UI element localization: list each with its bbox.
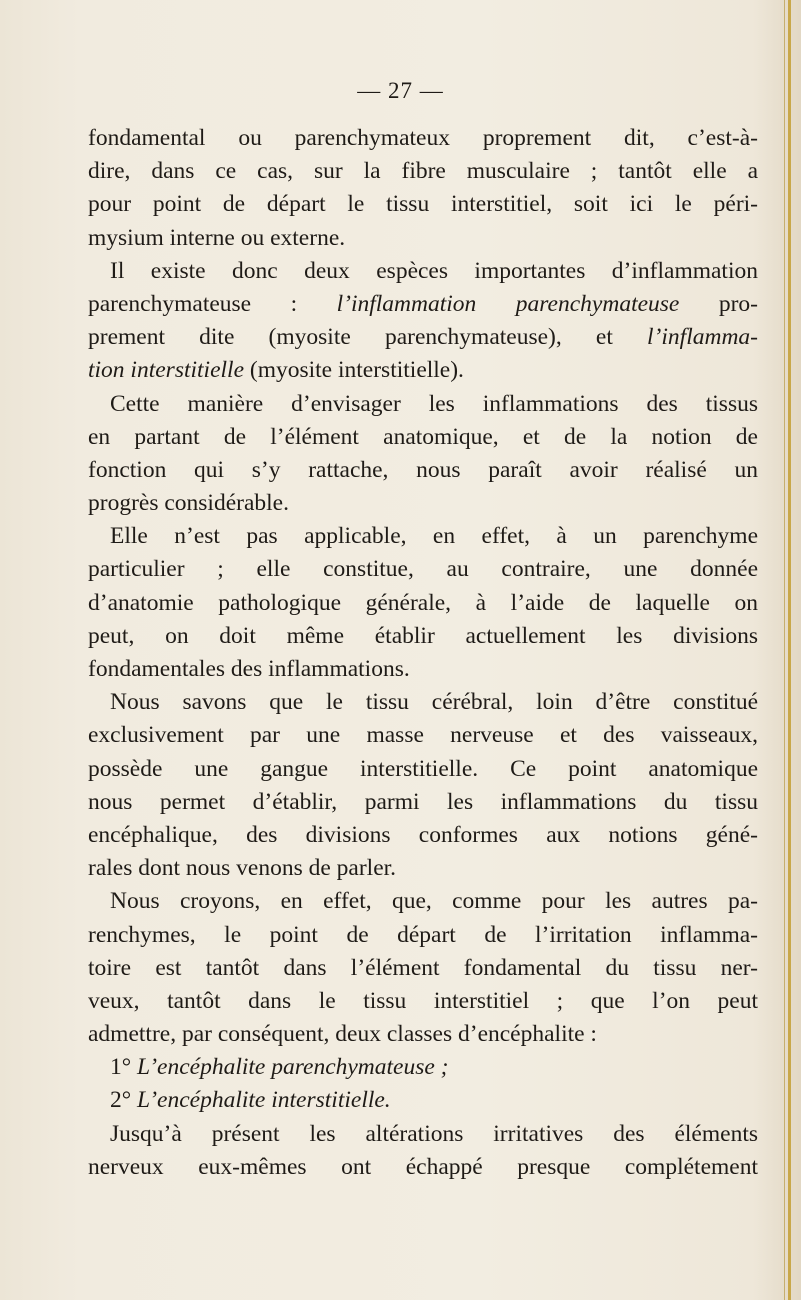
text-line: admettre, par conséquent, deux classes d’encéphalite : [88, 1021, 597, 1048]
text-line: d’anatomie pathologique générale, à l’aide de laquelle on [88, 589, 758, 616]
text-segment: (myosite interstitielle). [244, 357, 464, 384]
page-edge-gilt [788, 0, 791, 1300]
text-line: particulier ; elle constitue, au contraire, une donnée [88, 556, 758, 583]
text-segment: pro- [679, 290, 758, 317]
body-text [88, 122, 758, 1184]
text-line: fonction qui s’y rattache, nous paraît avoir réalisé un [88, 456, 758, 483]
text-line: renchymes, le point de départ de l’irritation inflamma- [88, 921, 758, 948]
text-line [88, 288, 758, 321]
text-line: Nous savons que le tissu cérébral, loin d’être constitué [110, 689, 758, 716]
text-line: mysium interne ou externe. [88, 224, 346, 251]
list-item [88, 1084, 758, 1117]
page-edge-shadow [784, 0, 785, 1300]
list-item-text: L’encéphalite parenchymateuse ; [137, 1054, 449, 1081]
italic-term: l’inflamma- [647, 324, 758, 351]
text-line: fondamentales des inflammations. [88, 656, 410, 682]
list-item [88, 1051, 758, 1084]
list-item-number: 1° [110, 1054, 132, 1081]
text-line: Cette manière d’envisager les inflammations des tissus [110, 390, 758, 417]
text-line: veux, tantôt dans le tissu interstitiel ; que l’on peut [88, 987, 758, 1014]
list-item-number: 2° [110, 1087, 132, 1114]
text-line: en partant de l’élément anatomique, et de la notion de [88, 423, 758, 450]
text-line: rales dont nous venons de parler. [88, 855, 397, 882]
list-item-text: L’encéphalite interstitielle. [137, 1087, 391, 1114]
text-line: Il existe donc deux espèces importantes d’inflammation [110, 257, 758, 284]
text-line: progrès considérable. [88, 490, 289, 517]
text-line: toire est tantôt dans l’élément fondamental du tissu ner- [88, 954, 758, 981]
text-line: fondamental ou parenchymateux proprement dit, c’est-à- [88, 125, 758, 151]
text-line: nous permet d’établir, parmi les inflammations du tissu [88, 788, 758, 815]
text-line: possède une gangue interstitielle. Ce point anatomique [88, 755, 758, 782]
page-number: — 27 — [357, 78, 444, 103]
text-line: peut, on doit même établir actuellement les divisions [88, 622, 758, 649]
text-line: Jusqu’à présent les altérations irritatives des éléments [110, 1120, 758, 1147]
italic-term: tion interstitielle [88, 357, 244, 384]
text-line: encéphalique, des divisions conformes aux notions géné- [88, 821, 758, 848]
text-line: Nous croyons, en effet, que, comme pour les autres pa- [110, 888, 758, 915]
text-line: pour point de départ le tissu interstitiel, soit ici le péri- [88, 191, 758, 218]
text-line: nerveux eux-mêmes ont échappé presque complétement [88, 1153, 758, 1180]
text-line [88, 354, 758, 387]
text-line: exclusivement par une masse nerveuse et des vaisseaux, [88, 722, 758, 749]
text-line: dire, dans ce cas, sur la fibre musculaire ; tantôt elle a [88, 158, 758, 185]
text-line: Elle n’est pas applicable, en effet, à un parenchyme [110, 523, 758, 550]
text-segment: prement dite (myosite parenchymateuse), et [88, 324, 648, 351]
text-segment: parenchymateuse : [88, 290, 337, 317]
text-line [88, 321, 758, 354]
italic-term: l’inflammation parenchymateuse [336, 290, 680, 317]
